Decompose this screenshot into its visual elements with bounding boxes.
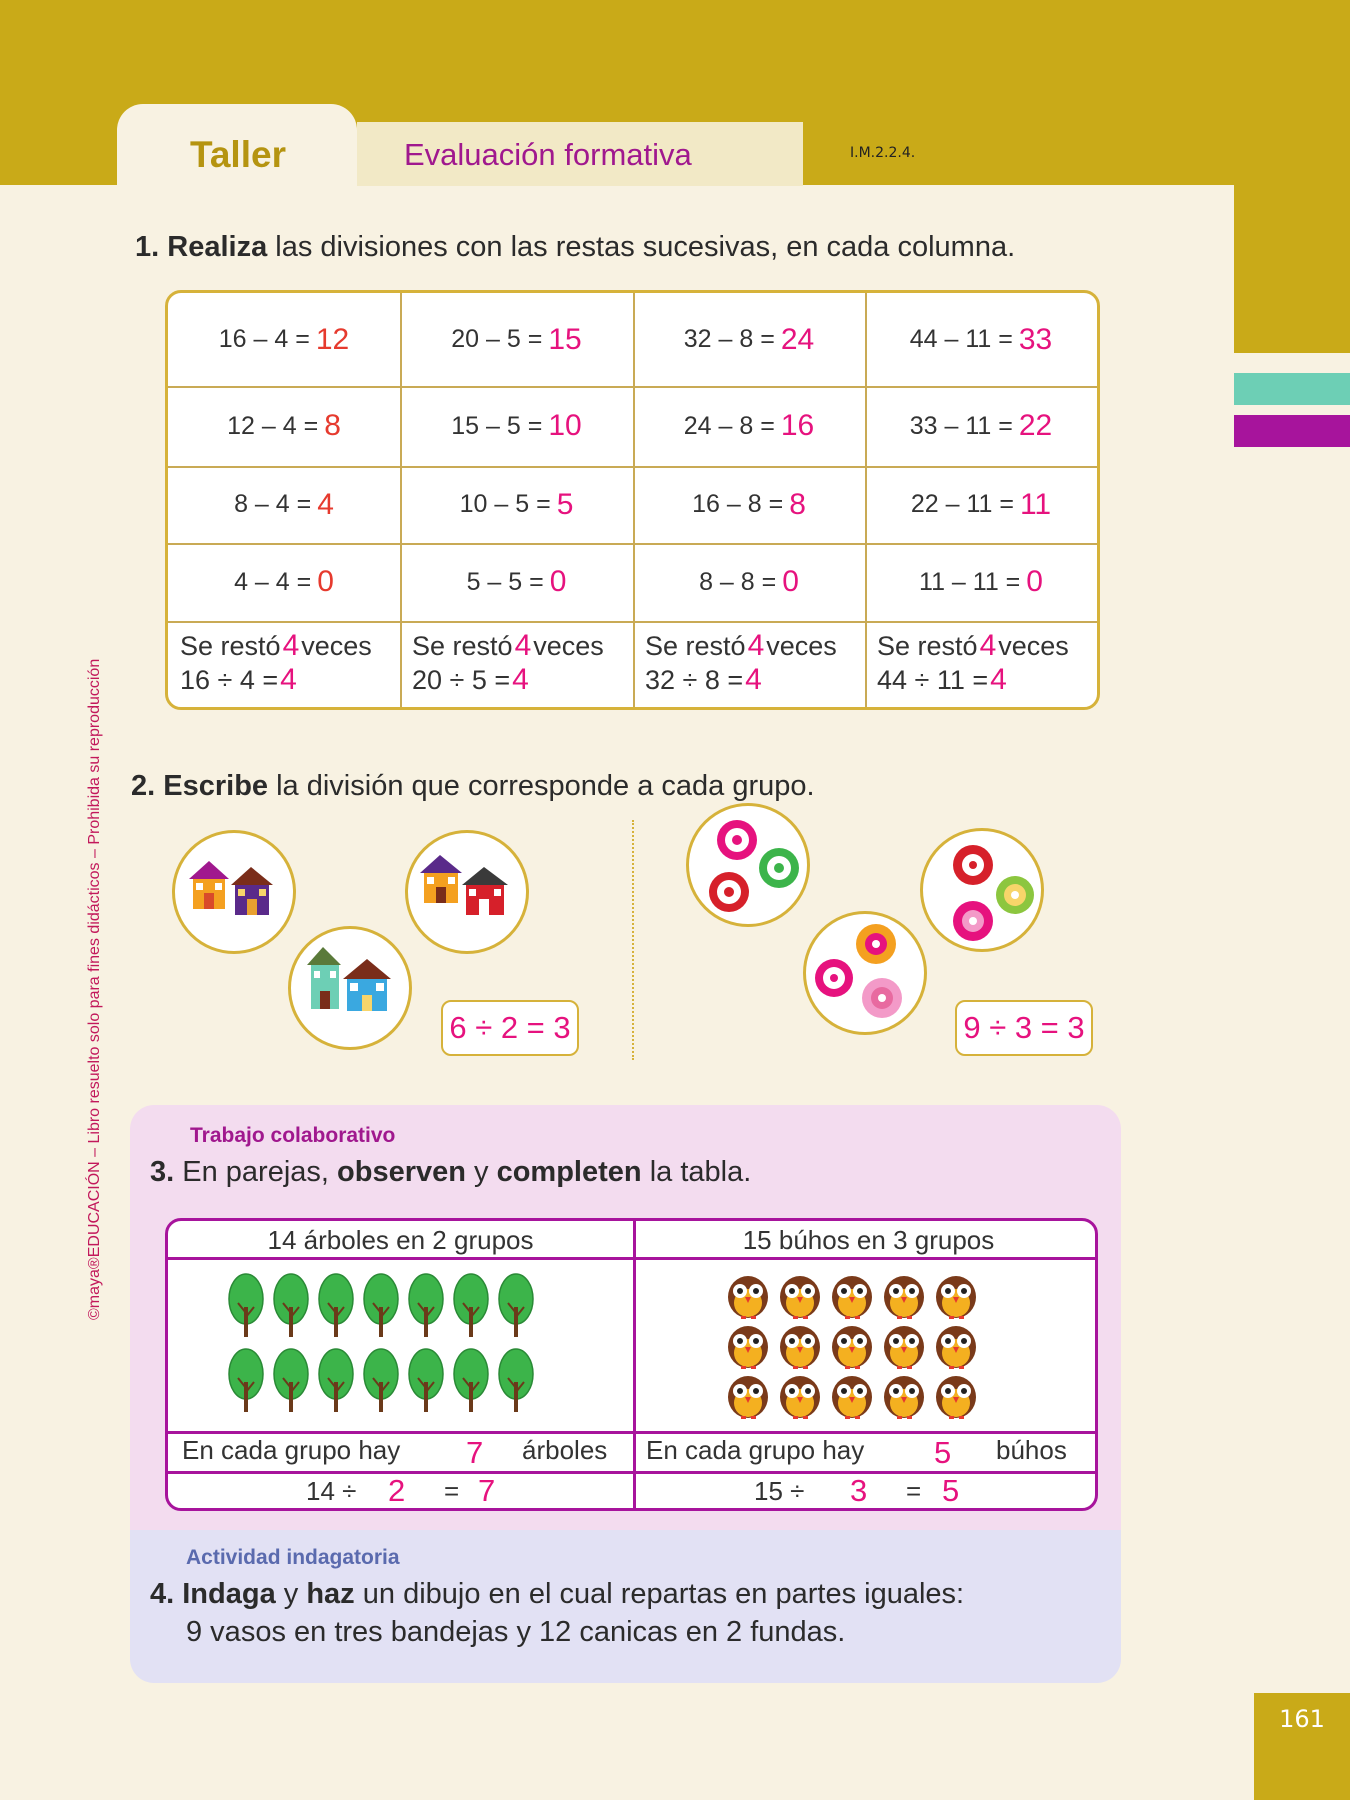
collaborative-title: Trabajo colaborativo xyxy=(190,1124,396,1147)
candy-icon xyxy=(953,901,993,941)
owls-div-result: 5 xyxy=(942,1473,960,1508)
q1-cell: 33 – 11 = 22 xyxy=(909,409,1053,442)
trees-illustration xyxy=(228,1273,548,1423)
house-group-circle xyxy=(172,830,296,954)
q1-cell: 22 – 11 = 11 xyxy=(910,487,1052,521)
houses-division-answer: 6 ÷ 2 = 3 xyxy=(441,1000,579,1056)
owls-row-answer: 5 xyxy=(934,1435,952,1470)
q1-cell: 16 – 8 = 8 xyxy=(692,487,806,521)
candy-icon xyxy=(815,959,853,997)
candy-group-circle xyxy=(920,828,1044,952)
candy-icon xyxy=(709,872,749,912)
q1-table xyxy=(165,290,1100,710)
q1-cell: 15 – 5 = 10 xyxy=(451,409,582,442)
q2-statement: 2. Escribe la división que corresponde a cada grupo. xyxy=(131,770,815,802)
q1-cell: 16 – 4 = 12 xyxy=(218,322,350,356)
investigation-title: Actividad indagatoria xyxy=(186,1546,400,1569)
tab-evaluacion-label: Evaluación formativa xyxy=(404,137,692,172)
candy-icon xyxy=(856,924,896,964)
q1-cell: 4 – 4 = 0 xyxy=(234,565,334,598)
house-icon xyxy=(231,867,273,915)
q1-footer: Se restó4veces 16 ÷ 4 =4 xyxy=(180,629,372,696)
trees-div-result: 7 xyxy=(478,1473,496,1508)
right-band xyxy=(1234,0,1350,353)
q3-table xyxy=(165,1218,1098,1511)
q1-footer: Se restó4veces 32 ÷ 8 =4 xyxy=(645,629,837,696)
q1-cell: 32 – 8 = 24 xyxy=(683,322,815,356)
q1-cell: 8 – 4 = 4 xyxy=(234,487,334,521)
house-icon xyxy=(189,861,229,909)
candies-division-answer: 9 ÷ 3 = 3 xyxy=(955,1000,1093,1056)
candy-icon xyxy=(717,820,757,860)
owls-header: 15 búhos en 3 grupos xyxy=(742,1225,995,1255)
trees-div-eq: = xyxy=(444,1476,460,1506)
candy-icon xyxy=(953,845,993,885)
page-number: 161 xyxy=(1279,1705,1325,1733)
q3-statement: 3. En parejas, observen y completen la tabla. xyxy=(150,1156,752,1188)
indicator-code: I.M.2.2.4. xyxy=(850,145,916,161)
house-group-circle xyxy=(288,926,412,1050)
owls-div-text: 15 ÷ xyxy=(754,1476,805,1506)
copyright-side-text: ©maya®EDUCACIÓN – Libro resuelto solo para fines didácticos – Prohibida su reproducción xyxy=(86,658,103,1320)
q1-cell: 11 – 11 = 0 xyxy=(919,565,1043,598)
q1-footer: Se restó4veces 20 ÷ 5 =4 xyxy=(412,629,604,696)
q4-statement-line2: 9 vasos en tres bandejas y 12 canicas en 2 fundas. xyxy=(186,1616,846,1648)
owls-row-suffix: búhos xyxy=(996,1435,1067,1465)
house-group-circle xyxy=(405,830,529,954)
candy-icon xyxy=(996,876,1034,914)
trees-div-text: 14 ÷ xyxy=(306,1476,357,1506)
owls-illustration xyxy=(726,1273,996,1423)
trees-row-prefix: En cada grupo hay xyxy=(182,1435,401,1465)
candy-group-circle xyxy=(686,803,810,927)
house-icon xyxy=(420,855,462,903)
trees-row-suffix: árboles xyxy=(522,1435,608,1465)
q1-footer: Se restó4veces 44 ÷ 11 =4 xyxy=(877,629,1069,696)
q1-cell: 10 – 5 = 5 xyxy=(459,487,574,521)
candy-group-circle xyxy=(803,911,927,1035)
q4-statement: 4. Indaga y haz un dibujo en el cual repartas en partes iguales: xyxy=(150,1578,965,1610)
owls-row-prefix: En cada grupo hay xyxy=(646,1435,865,1465)
magenta-strip xyxy=(1234,415,1350,447)
trees-header: 14 árboles en 2 grupos xyxy=(267,1225,534,1255)
q1-cell: 24 – 8 = 16 xyxy=(683,409,815,442)
candy-icon xyxy=(759,848,799,888)
house-icon xyxy=(462,867,508,915)
q1-cell: 8 – 8 = 0 xyxy=(699,565,799,598)
owls-div-eq: = xyxy=(906,1476,922,1506)
q1-cell: 5 – 5 = 0 xyxy=(466,565,567,598)
trees-div-divisor: 2 xyxy=(388,1473,406,1508)
owls-div-divisor: 3 xyxy=(850,1473,868,1508)
trees-row-answer: 7 xyxy=(466,1435,484,1470)
teal-strip xyxy=(1234,373,1350,405)
house-icon xyxy=(343,959,391,1011)
q1-cell: 44 – 11 = 33 xyxy=(909,322,1053,356)
divider xyxy=(632,820,634,1060)
candy-icon xyxy=(862,978,902,1018)
tab-taller-label: Taller xyxy=(190,134,286,175)
q1-cell: 12 – 4 = 8 xyxy=(227,409,341,442)
q1-statement: 1. Realiza las divisiones con las restas sucesivas, en cada columna. xyxy=(135,231,1016,263)
q1-cell: 20 – 5 = 15 xyxy=(451,322,582,356)
house-icon xyxy=(307,947,341,1009)
